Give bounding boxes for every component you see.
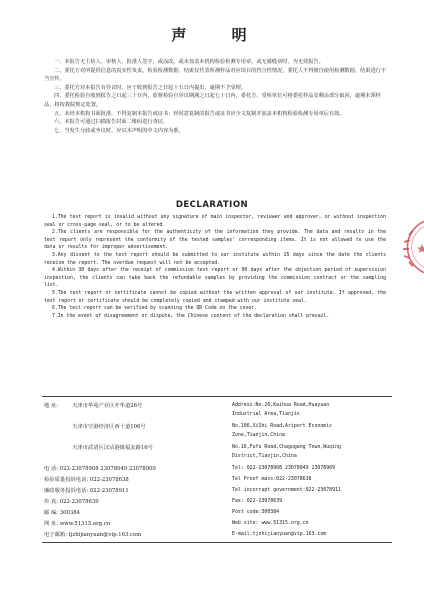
en-paragraph-3: 3.Any dissent to the test report should be submitted to our institute within 15 days since the date the clients receive the report. The overdue request will not be accepted. (44, 252, 386, 266)
gov-complaint-row (44, 486, 390, 495)
proof-cn: 检验质量投诉电话: 022-23078638 (44, 477, 129, 483)
website-row (44, 519, 390, 528)
address-en-3b: District,Tianjin,China (232, 453, 297, 459)
chinese-title: 声 明 (171, 26, 267, 44)
address-en-2a: No.106,XiShi Road,Ariport Economic (232, 423, 333, 429)
en-paragraph-4: 4.Within 30 days after the receipt of commission test report or 90 days after the objection period of supervision inspection, the clients can take back the refundable samples by providing the commission contract or the sampling list. (44, 268, 386, 289)
web-en: Web site: www.51315.org.cn (232, 520, 309, 526)
en-paragraph-7: 7.In the event of disagreement or dispute, the Chinese content of the declaration shall prevail. (52, 313, 330, 319)
cn-paragraph-6: 六、本报告可通过扫描报告封面二维码进行查证。 (54, 119, 169, 126)
address-cn-1: 天津市华苑产业区开华道26号 (72, 403, 143, 409)
address-row-3 (44, 443, 390, 452)
cn-paragraph-1: 一、本报告无主检人、审核人、批准人签字，或涂改，或未加盖本机构检验检测专用章，或无骑缝章时，为无效报告。 (54, 59, 324, 65)
address-en-1b: Industrial Area,Tianjin (232, 411, 300, 417)
cn-paragraph-4: 四、委托检验自收到报告之日起三十日内，监督检验自异议期满之日起七十日内，委托方、受检单位可将委托样品及剩余部分取回，逾期未领样品，将按我院规定处置。 (44, 93, 381, 108)
proof-en: Tel Proof mass:022-23078638 (232, 476, 312, 482)
phone-cn: 电 话: 022-23078908 23078049 23078909 (44, 466, 156, 472)
address-label: 地 址: (44, 403, 59, 409)
address-row-1b (44, 410, 390, 419)
en-paragraph-2: 2.The clients are responsible for the authenticity of the information they provide. The data and results in the test report only represent the conformity of the tested samples' corresponding items. It is not allowed to use the data or results for improper advertisement. (44, 230, 386, 251)
phone-row (44, 464, 390, 473)
postcode-row (44, 508, 390, 517)
address-row-3b (44, 452, 390, 461)
cn-paragraph-2: 二、委托方对所提供信息的真实性负责。检验检测数据、结果仅代表所测样品对应项目的符合性情况，委托人不得擅自使用检测数据、结果进行不当宣传。 (44, 67, 387, 83)
address-en-3a: No.16,Fufu Road,Chagugang Town,Wuqing (232, 444, 341, 450)
address-en-2b: Zone,Tianjin,China (232, 432, 285, 438)
fax-row (44, 497, 390, 506)
address-cn-2: 天津市空港经济区西十道106号 (72, 424, 146, 430)
post-cn: 邮 编: 300384 (44, 510, 80, 516)
email-row (44, 530, 390, 539)
phone-en: Tel: 022-23078908 23078049 23078909 (232, 465, 336, 471)
web-cn: 网 址: www.51315.org.cn (44, 521, 111, 527)
top-divider (42, 396, 392, 397)
address-cn-3: 天津市武清区汉沽港镇福友路16号 (72, 445, 153, 451)
email-en: E-mail:tjzhijianyuan@vip.163.com (232, 531, 327, 537)
quality-complaint-row (44, 475, 390, 484)
chinese-declaration (44, 58, 386, 135)
post-en: Post code:300384 (232, 509, 280, 515)
address-row-1 (44, 401, 390, 410)
address-row-2b (44, 431, 390, 440)
cn-paragraph-7: 七、当发生分歧或争议时，应以本声明的中文内容为准。 (54, 127, 184, 134)
address-en-1a: Address:No.26,Kaihua Road,Huayuan (232, 402, 330, 408)
english-declaration (44, 214, 386, 320)
email-cn: 电子邮箱: tjzhijianyuan@vip.163.com (44, 532, 142, 538)
en-paragraph-6: 6.The test report can be verified by scanning the QR Code on the cover. (52, 306, 258, 312)
english-title: DECLARATION (175, 200, 249, 210)
bottom-divider (42, 542, 392, 543)
fax-cn: 传 真: 022-23078639 (44, 499, 99, 505)
gov-cn: 廉政服务投诉电话: 022-23078911 (44, 488, 129, 494)
cn-paragraph-3: 三、委托方对本报告有异议时，应于收到报告之日起十五日内提出，逾期不予受理。 (54, 84, 246, 91)
fax-en: Fax: 022-23078639 (232, 498, 283, 504)
en-paragraph-1: 1.The test report is invalid without any signature of main inspector, reviewer and approver, or without inspection seal or cross-page seal, or to be altered. (44, 215, 386, 228)
en-paragraph-5: 5.The test report or certificate cannot be copied without the written approval of our institute. If approved, the test report or certificate should be completely copied and stamped with our institute seal. (44, 290, 386, 304)
gov-en: Tel incorrupt government:022-23078911 (232, 487, 341, 493)
address-row-2 (44, 422, 390, 431)
cn-paragraph-5: 五、未经本机构书面批准，不得复制本报告或证书；经同意复制的报告或证书应全文复制并加盖本机构检验检测专用章后有效。 (54, 110, 345, 117)
seal-stamp-icon (398, 218, 424, 276)
